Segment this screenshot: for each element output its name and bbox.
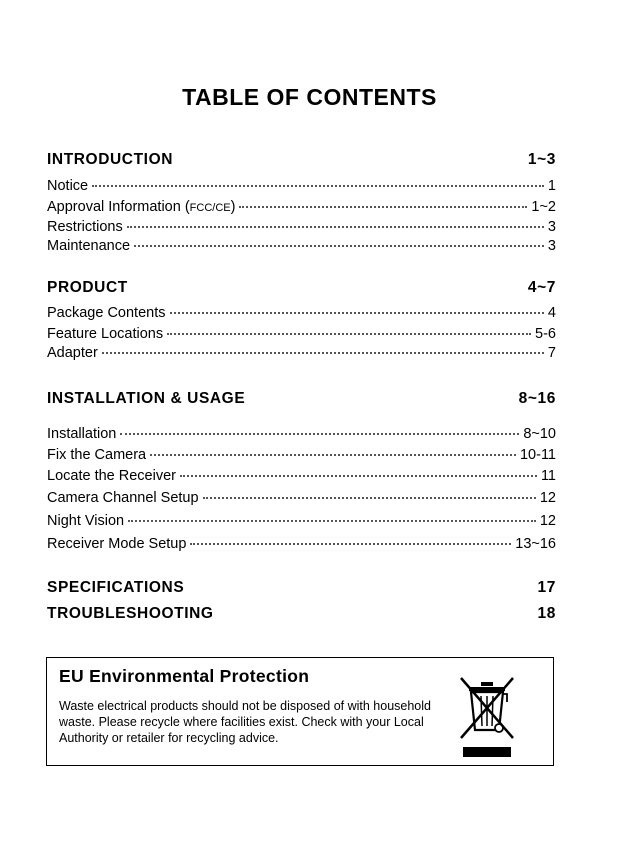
entry-label: Maintenance (47, 238, 131, 254)
toc-entry-installation[interactable] (47, 426, 556, 442)
section-installation-usage[interactable] (47, 390, 556, 408)
entry-label: Approval Information (FCC/CE) (47, 199, 236, 215)
leader-dots (170, 312, 544, 314)
leader-dots (180, 475, 537, 477)
leader-dots (150, 454, 516, 456)
section-pages: 8~16 (518, 390, 556, 407)
entry-page: 11 (540, 468, 556, 484)
section-pages: 4~7 (527, 279, 556, 296)
leader-dots (92, 185, 544, 187)
section-product[interactable] (47, 279, 556, 297)
entry-page: 4 (547, 305, 556, 321)
eu-title: EU Environmental Protection (59, 666, 310, 686)
leader-dots (190, 543, 511, 545)
entry-page: 1~2 (531, 199, 556, 215)
toc-entry-adapter[interactable] (47, 345, 556, 361)
section-label: PRODUCT (47, 279, 128, 296)
entry-page: 3 (547, 219, 556, 235)
toc-entry-approval[interactable] (47, 199, 556, 215)
entry-page: 1 (547, 178, 556, 194)
eu-text: Waste electrical products should not be disposed of with household waste. Please recycle where facilities exist. Check with your Local Authority or retailer for recycling advice. (59, 699, 431, 745)
toc-entry-camera-channel-setup[interactable] (47, 490, 556, 506)
section-pages: 18 (537, 605, 556, 622)
toc-entry-night-vision[interactable] (47, 513, 556, 529)
section-pages: 17 (537, 579, 556, 596)
entry-page: 3 (547, 238, 556, 254)
toc-entry-receiver-mode-setup[interactable] (47, 536, 556, 552)
section-label: INSTALLATION & USAGE (47, 390, 246, 407)
toc-entry-maintenance[interactable] (47, 238, 556, 254)
section-label: SPECIFICATIONS (47, 579, 185, 596)
entry-label: Restrictions (47, 219, 123, 235)
entry-label: Adapter (47, 345, 98, 361)
entry-label: Package Contents (47, 305, 166, 321)
section-troubleshooting[interactable] (47, 605, 556, 623)
entry-page: 13~16 (515, 536, 556, 552)
toc-entry-locate-receiver[interactable] (47, 468, 556, 484)
leader-dots (102, 352, 544, 354)
eu-environmental-box (46, 657, 554, 766)
entry-label: Notice (47, 178, 89, 194)
toc-entry-notice[interactable] (47, 178, 556, 194)
entry-page: 10-11 (519, 447, 556, 463)
entry-page: 7 (547, 345, 556, 361)
entry-label: Installation (47, 426, 117, 442)
leader-dots (203, 497, 536, 499)
toc-entry-feature-locations[interactable] (47, 326, 556, 342)
entry-page: 5-6 (535, 326, 556, 342)
leader-dots (128, 520, 536, 522)
toc-entry-package-contents[interactable] (47, 305, 556, 321)
toc-entry-fix-camera[interactable] (47, 447, 556, 463)
entry-page: 12 (539, 513, 556, 529)
crossed-out-bin-icon (457, 670, 517, 760)
section-introduction[interactable] (47, 151, 556, 169)
entry-page: 8~10 (523, 426, 556, 442)
section-label: TROUBLESHOOTING (47, 605, 214, 622)
leader-dots (134, 245, 544, 247)
entry-label: Camera Channel Setup (47, 490, 199, 506)
section-pages: 1~3 (527, 151, 556, 168)
leader-dots (120, 433, 519, 435)
entry-label: Locate the Receiver (47, 468, 176, 484)
toc-entry-restrictions[interactable] (47, 219, 556, 235)
section-label: INTRODUCTION (47, 151, 174, 168)
entry-label: Fix the Camera (47, 447, 147, 463)
leader-dots (167, 333, 531, 335)
entry-label: Night Vision (47, 513, 125, 529)
entry-page: 12 (539, 490, 556, 506)
leader-dots (127, 226, 544, 228)
page-title: TABLE OF CONTENTS (182, 84, 437, 110)
section-specifications[interactable] (47, 579, 556, 597)
leader-dots (239, 206, 527, 208)
entry-label: Receiver Mode Setup (47, 536, 187, 552)
entry-label: Feature Locations (47, 326, 164, 342)
